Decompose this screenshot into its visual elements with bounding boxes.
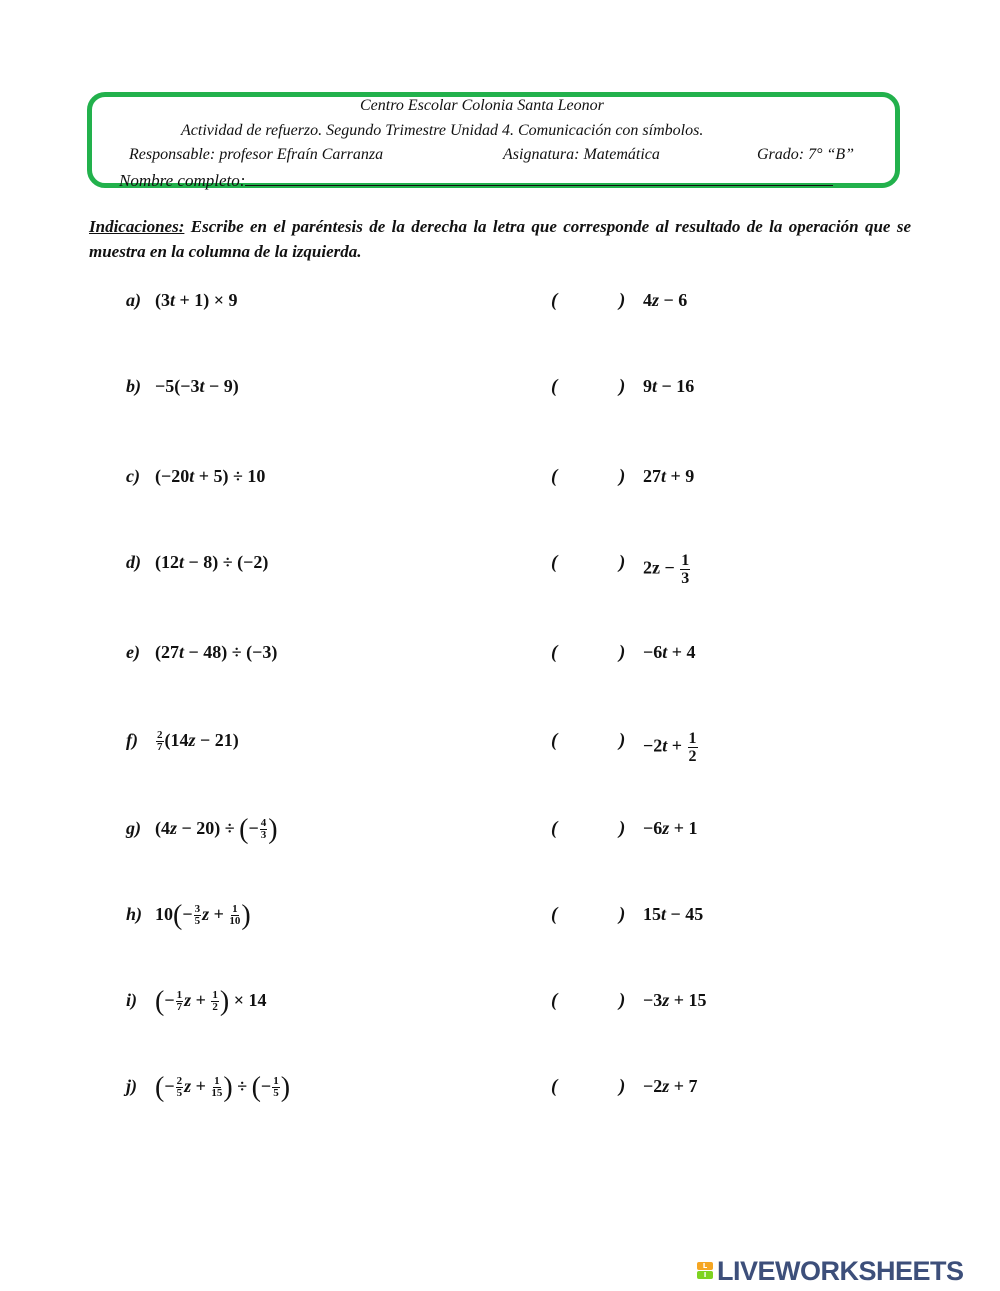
name-input-line[interactable]: [245, 171, 833, 186]
name-field-row: [119, 171, 833, 191]
responsible-line: Responsable: profesor Efraín Carranza: [129, 146, 384, 163]
option-expression: 4z − 6: [643, 290, 688, 310]
option-expression: −6z + 1: [643, 818, 698, 838]
option-expression: 15t − 45: [643, 904, 704, 924]
exercise-letter: j): [126, 1076, 137, 1096]
answer-paren-open[interactable]: (: [551, 466, 558, 487]
header-box: [87, 92, 900, 188]
exercise-expression: 10(− $\frac{3}{5}$ z + $\frac{1}{10}$ ): [155, 899, 251, 931]
option-expression: 2z − $\frac{1}{3}$: [643, 552, 690, 587]
answer-paren-open[interactable]: (: [551, 730, 558, 751]
option-expression: −6t + 4: [643, 642, 696, 662]
answer-paren-close: ): [619, 552, 626, 573]
option-expression: −2z + 7: [643, 1076, 698, 1096]
exercise-letter: i): [126, 990, 137, 1010]
answer-paren-close: ): [619, 1076, 626, 1097]
exercise-letter: e): [126, 642, 140, 662]
exercise-expression: (4z − 20) ÷ (− $\frac{4}{3}$ ): [155, 813, 278, 845]
grade-line: Grado: 7° “B”: [757, 146, 855, 163]
option-expression: −2t + $\frac{1}{2}$: [643, 730, 697, 765]
exercise-row-c: [0, 466, 1000, 506]
exercise-letter: c): [126, 466, 140, 486]
exercise-letter: f): [126, 730, 138, 750]
answer-paren-open[interactable]: (: [551, 990, 558, 1011]
answer-paren-close: ): [619, 466, 626, 487]
exercise-letter: a): [126, 290, 141, 310]
exercise-row-i: [0, 985, 1000, 1030]
exercise-expression: (−20t + 5) ÷ 10: [155, 466, 266, 486]
exercise-expression: $\frac{2}{7}$ (14z − 21): [157, 729, 239, 754]
exercise-row-f: [0, 730, 1000, 770]
exercise-letter: h): [126, 904, 143, 924]
subject-line: Asignatura: Matemática: [503, 146, 660, 163]
answer-paren-close: ): [619, 730, 626, 751]
exercise-expression: −5(−3t − 9): [155, 376, 239, 396]
instructions-label: Indicaciones:: [89, 217, 185, 236]
answer-paren-close: ): [619, 818, 626, 839]
answer-paren-open[interactable]: (: [551, 904, 558, 925]
school-name: Centro Escolar Colonia Santa Leonor: [360, 97, 604, 114]
answer-paren-open[interactable]: (: [551, 376, 558, 397]
answer-paren-close: ): [619, 376, 626, 397]
option-expression: 27t + 9: [643, 466, 695, 486]
option-expression: 9t − 16: [643, 376, 695, 396]
answer-paren-open[interactable]: (: [551, 1076, 558, 1097]
answer-paren-close: ): [619, 990, 626, 1011]
answer-paren-open[interactable]: (: [551, 818, 558, 839]
exercise-row-g: [0, 813, 1000, 858]
exercise-row-h: [0, 899, 1000, 944]
exercise-row-j: [0, 1071, 1000, 1116]
logo-mark-icon: L I: [697, 1262, 713, 1280]
answer-paren-close: ): [619, 642, 626, 663]
instructions: [89, 214, 911, 264]
exercise-letter: g): [126, 818, 141, 838]
exercise-letter: b): [126, 376, 141, 396]
answer-paren-open[interactable]: (: [551, 642, 558, 663]
exercise-row-d: [0, 552, 1000, 592]
logo-text: LIVEWORKSHEETS: [717, 1255, 964, 1286]
answer-paren-close: ): [619, 290, 626, 311]
exercise-expression: (− $\frac{1}{7}$ z + $\frac{1}{2}$ ) × 14: [155, 985, 267, 1017]
exercise-expression: (27t − 48) ÷ (−3): [155, 642, 278, 662]
liveworksheets-logo: [697, 1257, 964, 1285]
answer-paren-close: ): [619, 904, 626, 925]
exercise-expression: (12t − 8) ÷ (−2): [155, 552, 269, 572]
exercise-row-a: [0, 290, 1000, 330]
answer-paren-open[interactable]: (: [551, 552, 558, 573]
instructions-text: Escribe en el paréntesis de la derecha la letra que corresponde al resultado de la operación que se muestra en la columna de la izquierda.: [89, 217, 911, 261]
exercise-expression: (3t + 1) × 9: [155, 290, 238, 310]
exercise-expression: (− $\frac{2}{5}$ z + $\frac{1}{15}$ ) ÷ (− $\frac{1}{5}$ ): [155, 1071, 291, 1103]
option-expression: −3z + 15: [643, 990, 707, 1010]
activity-line: Actividad de refuerzo. Segundo Trimestre Unidad 4. Comunicación con símbolos.: [181, 122, 704, 139]
name-label: Nombre completo:: [119, 171, 246, 190]
exercise-row-e: [0, 642, 1000, 682]
answer-paren-open[interactable]: (: [551, 290, 558, 311]
exercise-letter: d): [126, 552, 141, 572]
exercise-row-b: [0, 376, 1000, 416]
